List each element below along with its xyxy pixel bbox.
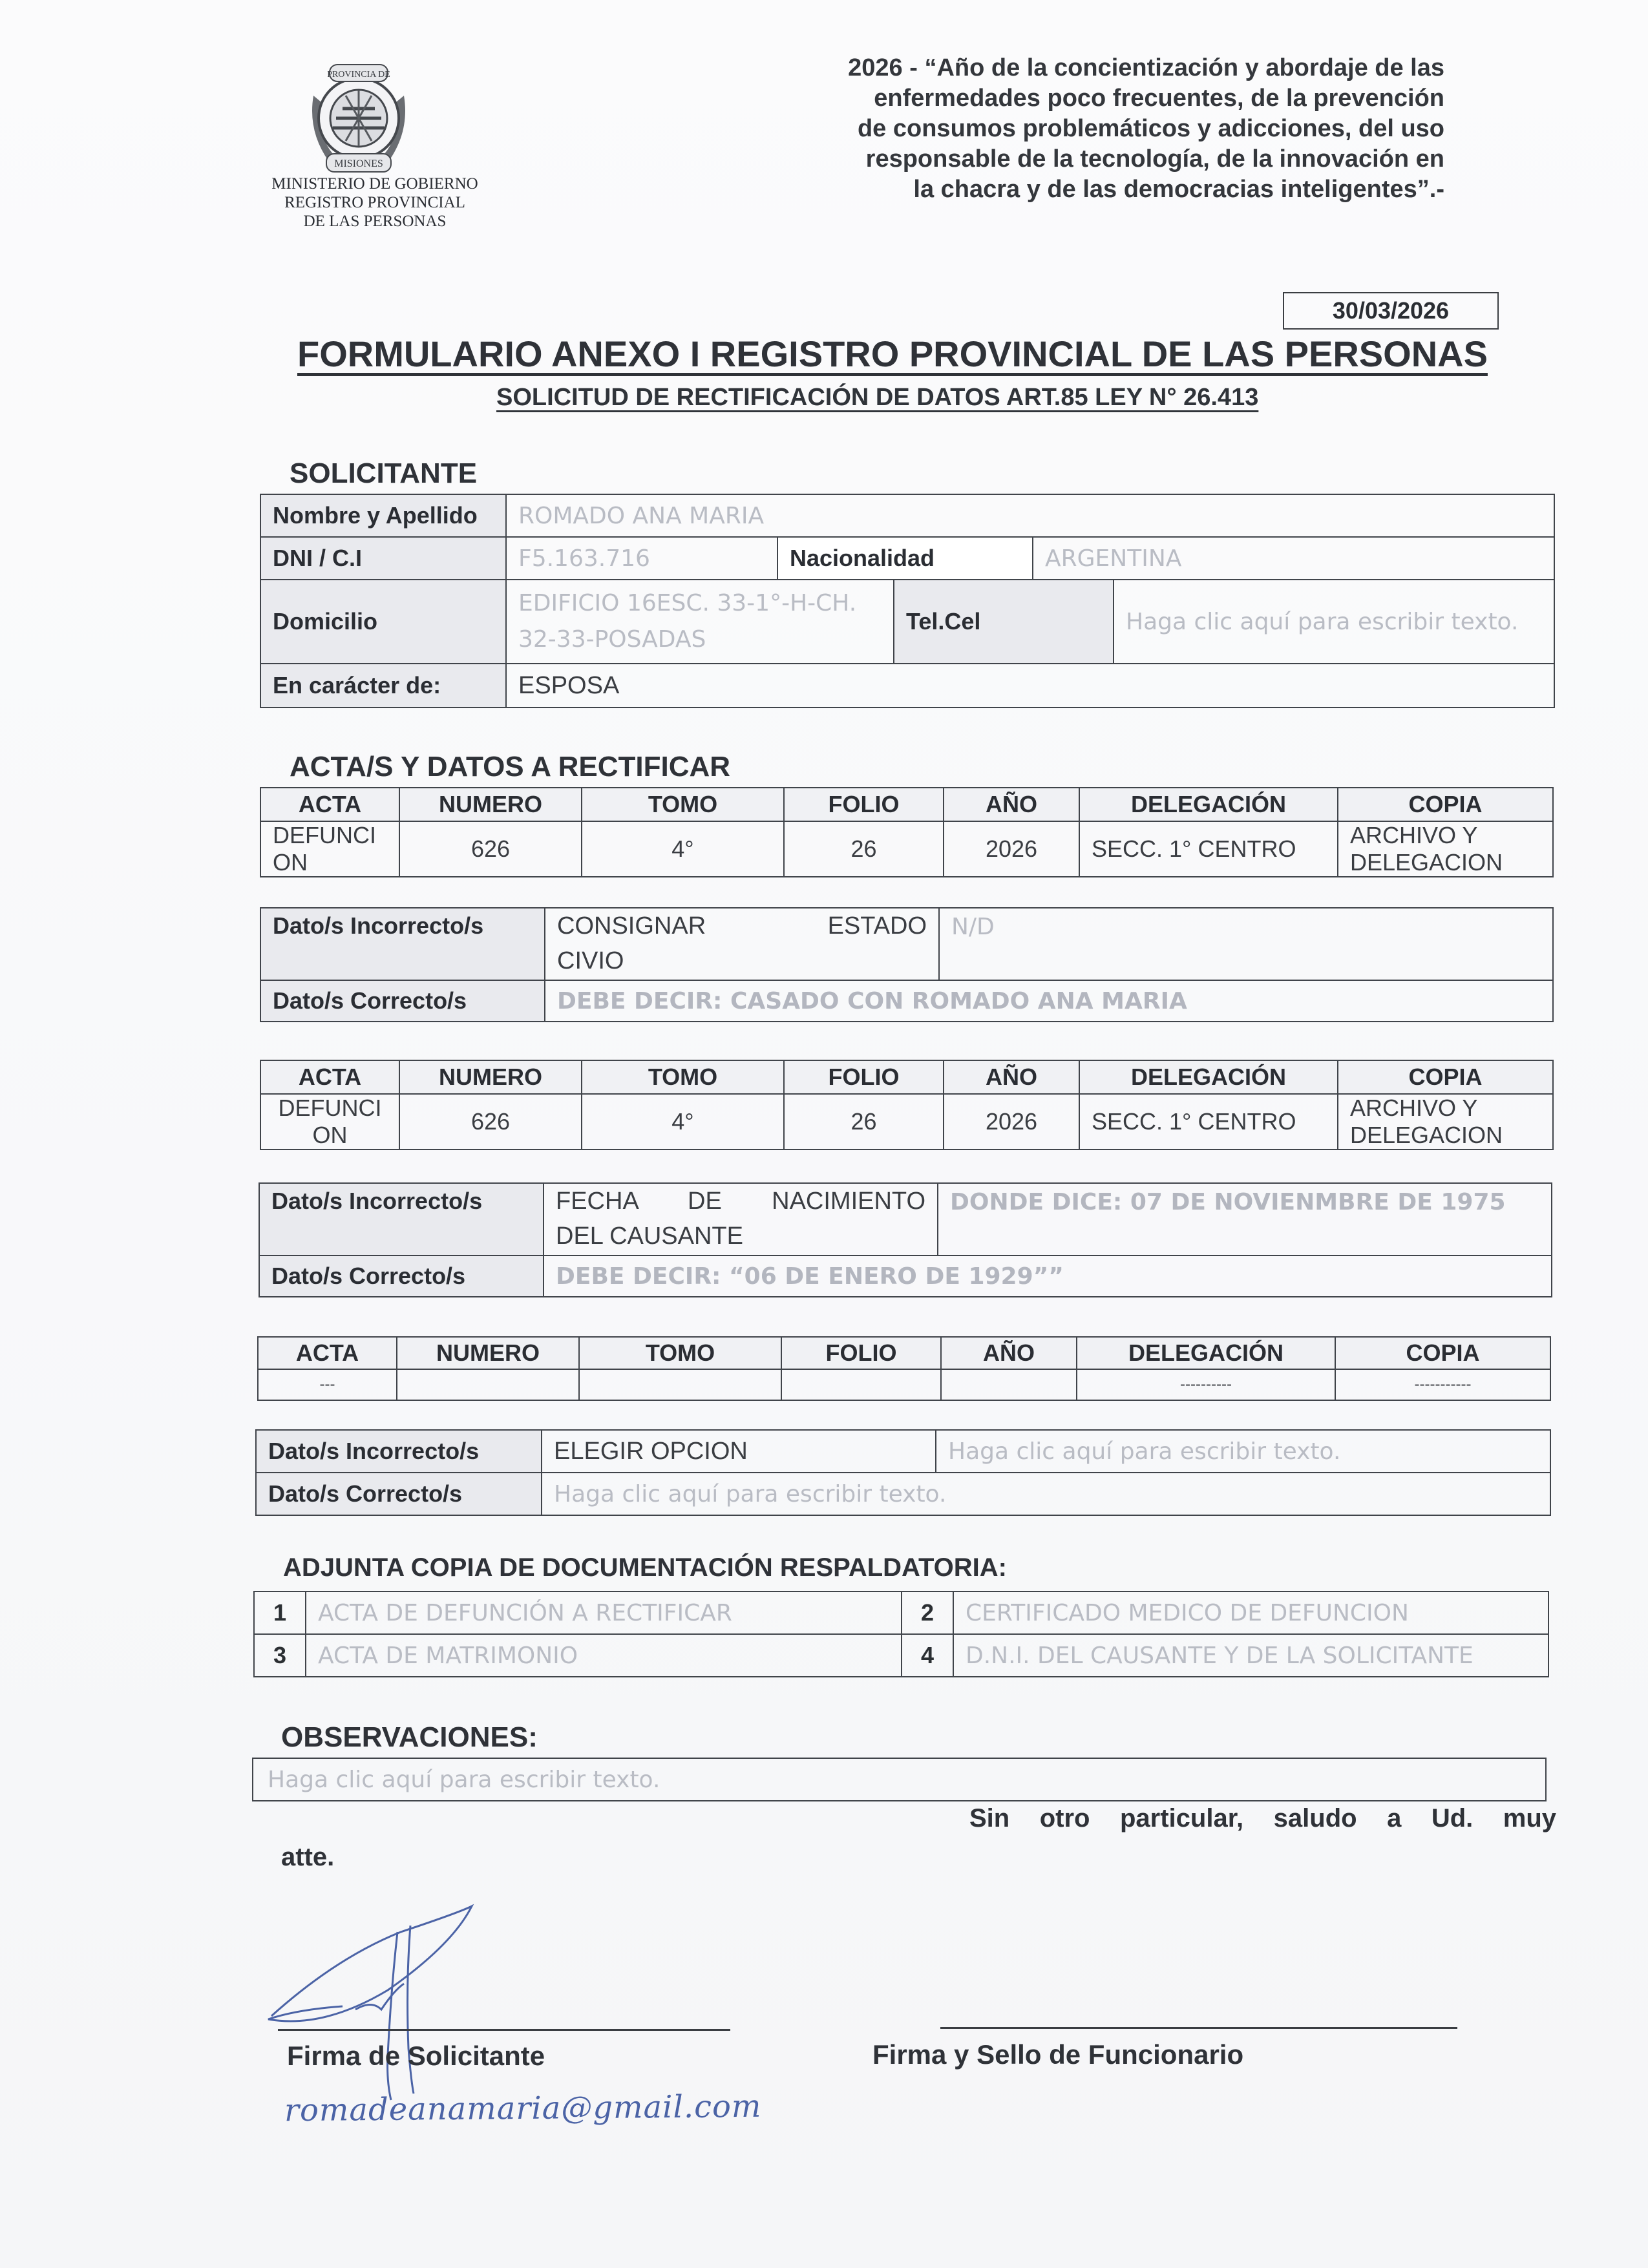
solicitante-table <box>260 494 1555 708</box>
adjunta-table <box>253 1591 1549 1677</box>
acta-numero-cell[interactable]: 626 <box>399 821 582 877</box>
copia-line: DELEGACION <box>1350 849 1503 876</box>
col-acta: ACTA <box>260 1060 399 1094</box>
seal-text-bottom: MISIONES <box>334 158 383 169</box>
firma-funcionario-line <box>940 2027 1457 2029</box>
incorrecto-tipo-line: CIVIO <box>557 947 624 974</box>
nacionalidad-field[interactable]: ARGENTINA <box>1033 537 1554 580</box>
col-tomo: TOMO <box>579 1337 781 1369</box>
col-anio: AÑO <box>944 1060 1079 1094</box>
acta-tomo-cell[interactable] <box>579 1369 781 1400</box>
acta-tipo-cell[interactable] <box>260 821 399 877</box>
dato-correcto-valor[interactable]: Haga clic aquí para escribir texto. <box>542 1473 1550 1515</box>
col-anio: AÑO <box>944 788 1079 821</box>
closing-line: Sin otro particular, saludo a Ud. muy <box>969 1804 1556 1832</box>
acta-anio-cell[interactable] <box>941 1369 1077 1400</box>
acta-numero-cell[interactable]: 626 <box>399 1094 582 1150</box>
dato-incorrecto-label: Dato/s Incorrecto/s <box>256 1430 542 1473</box>
col-delegacion: DELEGACIÓN <box>1079 788 1338 821</box>
acta-anio-cell[interactable]: 2026 <box>944 821 1079 877</box>
dato-incorrecto-label: Dato/s Incorrecto/s <box>260 908 545 980</box>
handwritten-signature <box>259 1887 504 2119</box>
solicitante-heading: SOLICITANTE <box>290 457 478 489</box>
dato-incorrecto-valor[interactable]: DONDE DICE: 07 DE NOVIENMBRE DE 1975 <box>938 1183 1552 1255</box>
datos-table-2 <box>259 1182 1552 1297</box>
observaciones-field[interactable]: Haga clic aquí para escribir texto. <box>253 1758 1546 1801</box>
nombre-field[interactable]: ROMADO ANA MARIA <box>506 494 1554 537</box>
dato-incorrecto-tipo[interactable] <box>544 1183 938 1255</box>
adjunta-item[interactable]: D.N.I. DEL CAUSANTE Y DE LA SOLICITANTE <box>953 1634 1548 1677</box>
form-title: FORMULARIO ANEXO I REGISTRO PROVINCIAL DE LAS PERSONAS <box>297 333 1488 374</box>
col-copia: COPIA <box>1338 1060 1553 1094</box>
adjunta-num: 1 <box>254 1591 306 1634</box>
dato-incorrecto-valor[interactable]: N/D <box>939 908 1553 980</box>
form-subtitle: SOLICITUD DE RECTIFICACIÓN DE DATOS ART.85 LEY N° 26.413 <box>496 384 1259 411</box>
tel-field[interactable]: Haga clic aquí para escribir texto. <box>1114 580 1554 664</box>
observaciones-table <box>252 1758 1547 1801</box>
firma-solicitante-line <box>278 2029 730 2031</box>
col-copia: COPIA <box>1338 788 1553 821</box>
adjunta-item[interactable]: ACTA DE MATRIMONIO <box>306 1634 902 1677</box>
acta-tipo-cell[interactable] <box>260 1094 399 1150</box>
adjunta-num: 3 <box>254 1634 306 1677</box>
dato-correcto-label: Dato/s Correcto/s <box>260 980 545 1022</box>
col-acta: ACTA <box>258 1337 397 1369</box>
domicilio-line: EDIFICIO 16ESC. 33-1°-H-CH. <box>518 590 857 616</box>
ministry-line: DE LAS PERSONAS <box>303 213 447 230</box>
col-numero: NUMERO <box>397 1337 579 1369</box>
acta-tipo-line: ON <box>312 1122 348 1148</box>
provincial-seal-icon <box>294 57 423 180</box>
date-field[interactable]: 30/03/2026 <box>1283 292 1499 330</box>
incorrecto-tipo-line: FECHA DE NACIMIENTO <box>556 1188 925 1215</box>
acta-tipo-line: ON <box>273 849 308 876</box>
dato-incorrecto-tipo-select[interactable]: ELEGIR OPCION <box>542 1430 936 1473</box>
acta-table-3 <box>257 1336 1551 1401</box>
dato-correcto-label: Dato/s Correcto/s <box>256 1473 542 1515</box>
motto-line: la chacra y de las democracias inteligentes”.- <box>913 176 1444 203</box>
acta-folio-cell[interactable] <box>781 1369 941 1400</box>
closing-line-2: atte. <box>281 1843 335 1871</box>
col-delegacion: DELEGACIÓN <box>1077 1337 1335 1369</box>
col-delegacion: DELEGACIÓN <box>1079 1060 1338 1094</box>
motto-line: de consumos problemáticos y adicciones, del uso <box>857 115 1444 142</box>
acta-table-1 <box>260 787 1554 877</box>
caracter-label: En carácter de: <box>260 664 506 708</box>
acta-copia-cell[interactable] <box>1338 821 1553 877</box>
acta-tomo-cell[interactable]: 4° <box>582 1094 784 1150</box>
tel-label: Tel.Cel <box>894 580 1114 664</box>
dato-correcto-valor[interactable]: DEBE DECIR: “06 DE ENERO DE 1929”” <box>544 1255 1552 1297</box>
col-tomo: TOMO <box>582 788 784 821</box>
col-copia: COPIA <box>1335 1337 1550 1369</box>
motto-line: enfermedades poco frecuentes, de la prevención <box>874 85 1444 112</box>
domicilio-field[interactable] <box>506 580 894 664</box>
acta-delegacion-cell[interactable]: ---------- <box>1077 1369 1335 1400</box>
copia-line: ARCHIVO Y <box>1350 822 1478 848</box>
actas-heading: ACTA/S Y DATOS A RECTIFICAR <box>290 751 731 782</box>
datos-table-3 <box>255 1429 1551 1516</box>
col-folio: FOLIO <box>784 1060 944 1094</box>
acta-delegacion-cell[interactable]: SECC. 1° CENTRO <box>1079 1094 1338 1150</box>
acta-delegacion-cell[interactable]: SECC. 1° CENTRO <box>1079 821 1338 877</box>
copia-line: DELEGACION <box>1350 1122 1503 1148</box>
adjunta-num: 2 <box>902 1591 953 1634</box>
ministry-line: REGISTRO PROVINCIAL <box>284 194 465 211</box>
incorrecto-tipo-line: CONSIGNAR ESTADO <box>557 912 927 940</box>
acta-copia-cell[interactable]: ----------- <box>1335 1369 1550 1400</box>
col-numero: NUMERO <box>399 1060 582 1094</box>
adjunta-item[interactable]: ACTA DE DEFUNCIÓN A RECTIFICAR <box>306 1591 902 1634</box>
col-numero: NUMERO <box>399 788 582 821</box>
acta-copia-cell[interactable] <box>1338 1094 1553 1150</box>
domicilio-label: Domicilio <box>260 580 506 664</box>
acta-tipo-line: DEFUNCI <box>273 822 376 848</box>
incorrecto-tipo-line: DEL CAUSANTE <box>556 1223 743 1250</box>
col-acta: ACTA <box>260 788 399 821</box>
handwritten-email: romadeanamaria@gmail.com <box>284 2088 762 2129</box>
dato-incorrecto-tipo[interactable] <box>545 908 939 980</box>
caracter-field[interactable]: ESPOSA <box>506 664 1554 708</box>
acta-folio-cell[interactable]: 26 <box>784 821 944 877</box>
acta-tomo-cell[interactable]: 4° <box>582 821 784 877</box>
acta-folio-cell[interactable]: 26 <box>784 1094 944 1150</box>
seal-text-top: PROVINCIA DE <box>327 70 390 79</box>
acta-numero-cell[interactable] <box>397 1369 579 1400</box>
dato-correcto-label: Dato/s Correcto/s <box>259 1255 544 1297</box>
acta-anio-cell[interactable]: 2026 <box>944 1094 1079 1150</box>
col-folio: FOLIO <box>784 788 944 821</box>
col-anio: AÑO <box>941 1337 1077 1369</box>
motto-line: responsable de la tecnología, de la innovación en <box>865 145 1444 173</box>
dato-incorrecto-valor[interactable]: Haga clic aquí para escribir texto. <box>936 1430 1550 1473</box>
col-tomo: TOMO <box>582 1060 784 1094</box>
acta-tipo-cell[interactable]: --- <box>258 1369 397 1400</box>
motto-line: 2026 - “Año de la concientización y abordaje de las <box>848 54 1444 81</box>
domicilio-line: 32-33-POSADAS <box>518 626 706 653</box>
dni-label: DNI / C.I <box>260 537 506 580</box>
ministry-line: MINISTERIO DE GOBIERNO <box>271 175 478 193</box>
nacionalidad-label: Nacionalidad <box>777 537 1033 580</box>
nombre-label: Nombre y Apellido <box>260 494 506 537</box>
ministry-name <box>246 174 504 231</box>
acta-table-2 <box>260 1060 1554 1150</box>
firma-solicitante-label: Firma de Solicitante <box>287 2041 545 2071</box>
firma-funcionario-label: Firma y Sello de Funcionario <box>872 2039 1244 2070</box>
copia-line: ARCHIVO Y <box>1350 1095 1478 1121</box>
observaciones-heading: OBSERVACIONES: <box>281 1721 538 1753</box>
acta-tipo-line: DEFUNCI <box>278 1095 382 1121</box>
adjunta-heading: ADJUNTA COPIA DE DOCUMENTACIÓN RESPALDATORIA: <box>283 1553 1007 1582</box>
dni-field[interactable]: F5.163.716 <box>506 537 777 580</box>
adjunta-item[interactable]: CERTIFICADO MEDICO DE DEFUNCION <box>953 1591 1548 1634</box>
datos-table-1 <box>260 907 1554 1022</box>
year-motto <box>743 53 1444 205</box>
adjunta-num: 4 <box>902 1634 953 1677</box>
dato-correcto-valor[interactable]: DEBE DECIR: CASADO CON ROMADO ANA MARIA <box>545 980 1553 1022</box>
dato-incorrecto-label: Dato/s Incorrecto/s <box>259 1183 544 1255</box>
col-folio: FOLIO <box>781 1337 941 1369</box>
